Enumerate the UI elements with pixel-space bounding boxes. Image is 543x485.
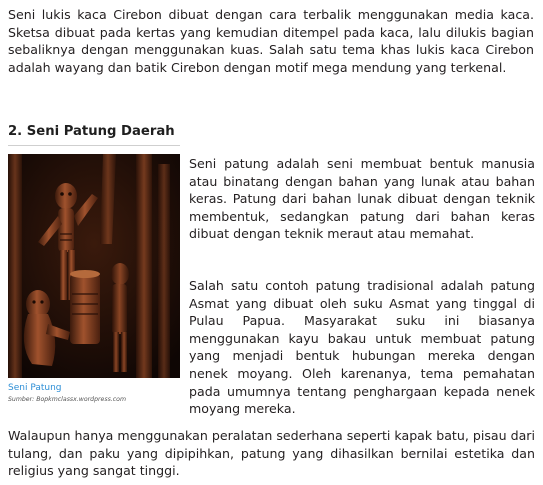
- figure-caption-source: Sumber: Bopkmclassx.wordpress.com: [8, 396, 126, 403]
- paragraph-tools: Walaupun hanya menggunakan peralatan sederhana seperti kapak batu, pisau dari tulang, dan paku yang dipipihkan, patung yang dihasilkan bernilai estetika dan religius yang sangat tinggi.: [8, 428, 535, 479]
- section-heading: 2. Seni Patung Daerah: [8, 124, 175, 139]
- intro-paragraph: Seni lukis kaca Cirebon dibuat dengan cara terbalik menggunakan media kaca. Sketsa dibuat pada kertas yang kemudian ditempel pada kaca, lalu dilukis bagian sebaliknya dengan menggunakan kuas. Salah satu tema khas lukis kaca Cirebon adalah wayang dan batik Cirebon dengan motif mega mendung yang terkenal.: [8, 7, 534, 75]
- heading-divider: [8, 145, 180, 146]
- paragraph-definition: Seni patung adalah seni membuat bentuk manusia atau binatang dengan bahan yang lunak atau bahan keras. Patung dari bahan lunak dibuat dengan teknik membentuk, sedangkan patung dari bahan keras dibuat dengan teknik meraut atau memahat.: [189, 156, 535, 242]
- figure-caption-title: Seni Patung: [8, 383, 62, 393]
- paragraph-asmat: Salah satu contoh patung tradisional adalah patung Asmat yang dibuat oleh suku Asmat yang tinggal di Pulau Papua. Masyarakat suku ini biasanya menggunakan kayu bakau untuk membuat patung yang menjadi bentuk hubungan mereka dengan nenek moyang. Oleh karenanya, tema pemahatan pada umumnya tentang penghargaan kepada nenek moyang mereka.: [189, 278, 535, 417]
- asmat-statue-photo: [8, 154, 180, 378]
